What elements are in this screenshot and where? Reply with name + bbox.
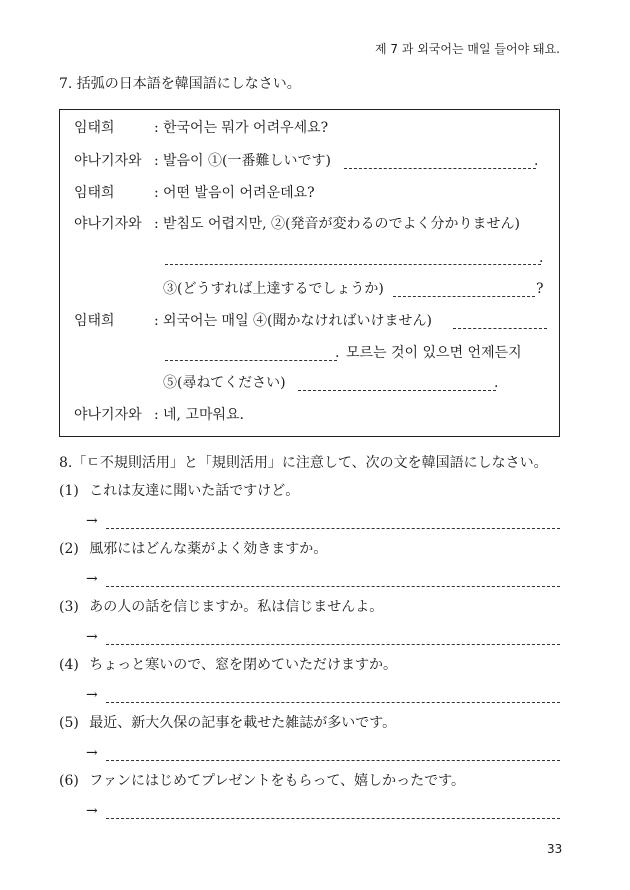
item-text: 最近、新大久保の記事を載せた雑誌が多いです。: [89, 715, 397, 731]
speaker-colon: :: [154, 120, 159, 136]
answer-end-mark: .: [494, 375, 499, 391]
answer-blank-1[interactable]: [344, 168, 536, 169]
answer-end-mark: .: [534, 153, 539, 169]
page-number: 33: [547, 842, 563, 856]
running-header: 제 7 과 외국어는 매일 들어야 돼요.: [374, 42, 560, 56]
exercise-item: [59, 771, 465, 791]
speaker-name: 야나기자와: [74, 216, 142, 232]
answer-line-1[interactable]: [106, 528, 560, 529]
arrow-icon: →: [86, 803, 98, 819]
answer-blank-4b[interactable]: [165, 360, 337, 361]
dialogue-line: [0, 183, 630, 203]
speaker-colon: :: [154, 407, 159, 423]
answer-blank-5[interactable]: [298, 390, 496, 391]
item-text: これは友達に聞いた話ですけど。: [89, 483, 300, 499]
exercise-item: [59, 539, 327, 559]
item-text: ちょっと寒いので、窓を閉めていただけますか。: [89, 657, 398, 673]
arrow-icon: →: [86, 571, 98, 587]
item-number: (1): [59, 483, 79, 499]
answer-line-5[interactable]: [106, 760, 560, 761]
answer-line-4[interactable]: [106, 702, 560, 703]
question-8-title: 8.「ㄷ不規則活用」と「規則活用」に注意して、次の文を韓国語にしなさい。: [59, 455, 548, 471]
dialogue-text: ⑤(尋ねてください): [163, 375, 286, 391]
answer-blank-2[interactable]: [165, 264, 541, 265]
speaker-name: 임태희: [74, 313, 115, 329]
speaker-colon: :: [154, 216, 159, 232]
dialogue-line: [0, 214, 630, 234]
exercise-item: [59, 655, 397, 675]
dialogue-text: 어떤 발음이 어려운데요?: [163, 185, 315, 201]
exercise-item: [59, 597, 383, 617]
answer-end-mark: .: [335, 345, 340, 361]
speaker-colon: :: [154, 313, 159, 329]
exercise-item: [59, 713, 396, 733]
answer-end-mark: .: [539, 250, 544, 266]
arrow-icon: →: [86, 513, 98, 529]
answer-line-2[interactable]: [106, 586, 560, 587]
dialogue-text: 네, 고마워요.: [163, 407, 244, 423]
dialogue-text: 외국어는 매일 ④(聞かなければいけません): [163, 313, 432, 329]
dialogue-text: 모르는 것이 있으면 언제든지: [346, 345, 522, 361]
dialogue-text: 발음이 ①(一番難しいです): [163, 153, 331, 169]
exercise-item: [59, 481, 299, 501]
arrow-icon: →: [86, 745, 98, 761]
speaker-name: 임태희: [74, 120, 115, 136]
arrow-icon: →: [86, 629, 98, 645]
answer-blank-4a[interactable]: [453, 328, 547, 329]
dialogue-text: 한국어는 뭐가 어려우세요?: [163, 120, 329, 136]
arrow-icon: →: [86, 687, 98, 703]
speaker-colon: :: [154, 153, 159, 169]
answer-line-3[interactable]: [106, 644, 560, 645]
item-number: (5): [59, 715, 79, 731]
speaker-name: 임태희: [74, 185, 115, 201]
dialogue-line: [0, 405, 630, 425]
dialogue-text: ③(どうすれば上達するでしょうか): [163, 281, 384, 297]
item-text: あの人の話を信じますか。私は信じませんよ。: [89, 599, 384, 615]
item-text: ファンにはじめてプレゼントをもらって、嬉しかったです。: [89, 773, 466, 789]
speaker-name: 야나기자와: [74, 153, 142, 169]
speaker-name: 야나기자와: [74, 407, 142, 423]
question-7-title: 7. 括弧の日本語を韓国語にしなさい。: [59, 76, 301, 92]
dialogue-line: [0, 118, 630, 138]
answer-blank-3[interactable]: [393, 296, 535, 297]
speaker-colon: :: [154, 185, 159, 201]
answer-line-6[interactable]: [106, 818, 560, 819]
item-text: 風邪にはどんな薬がよく効きますか。: [89, 541, 328, 557]
item-number: (4): [59, 657, 79, 673]
item-number: (6): [59, 773, 79, 789]
item-number: (3): [59, 599, 79, 615]
answer-end-mark: ?: [536, 281, 544, 297]
dialogue-text: 받침도 어렵지만, ②(発音が変わるのでよく分かりません): [163, 216, 520, 232]
item-number: (2): [59, 541, 79, 557]
